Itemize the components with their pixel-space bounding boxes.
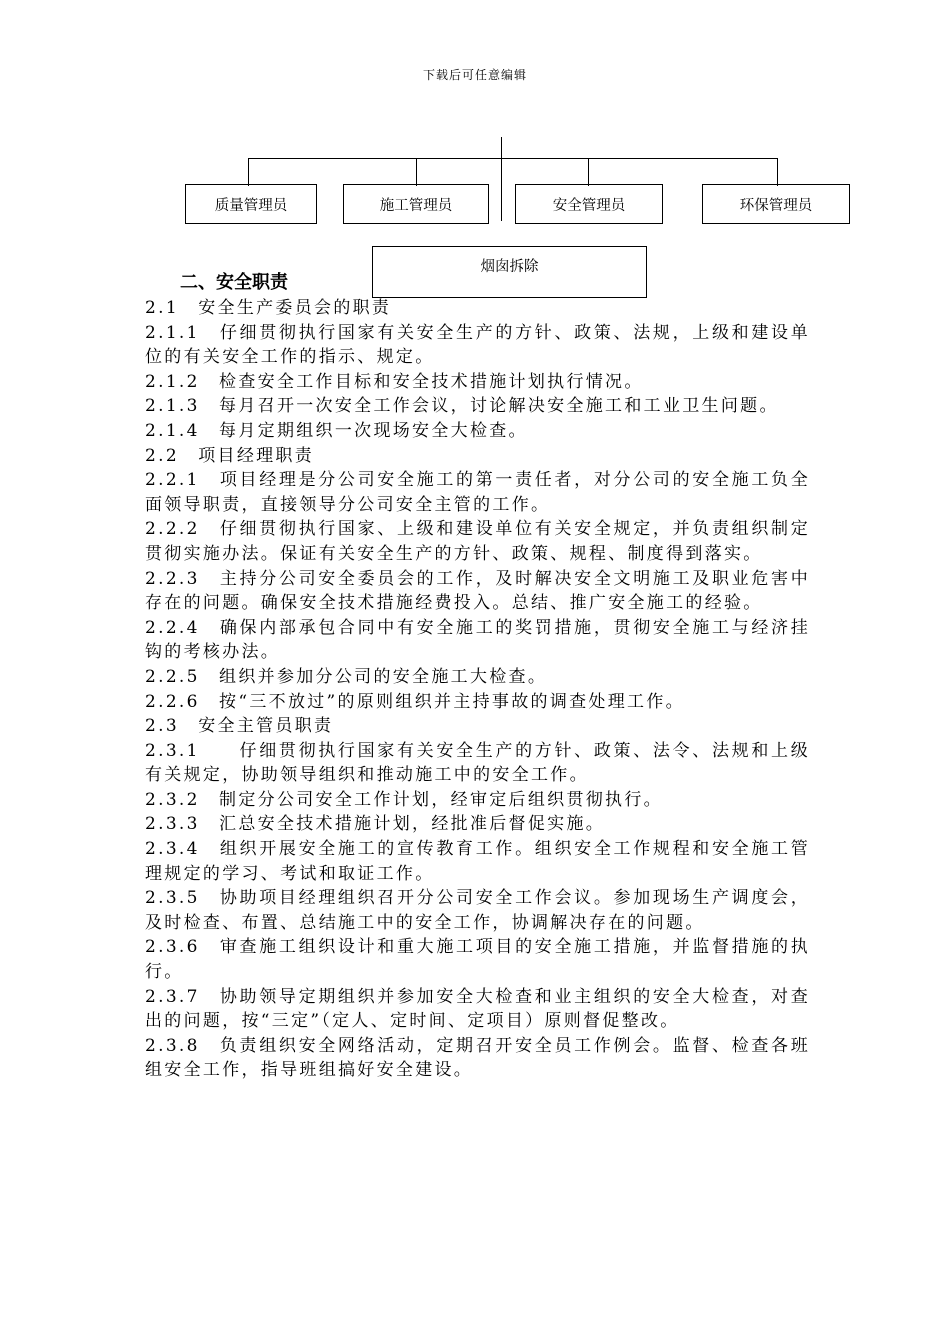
paragraph: 2.3.7 协助领导定期组织并参加安全大检查和业主组织的安全大检查，对查出的问题，按“三定”（定人、定时间、定项目）原则督促整改。	[145, 986, 810, 1032]
org-box-label: 施工管理员	[379, 197, 453, 214]
paragraph: 2.2.4 确保内部承包合同中有安全施工的奖罚措施，贯彻安全施工与经济挂钩的考核办法。	[145, 617, 810, 663]
paragraph: 2.2.3 主持分公司安全委员会的工作，及时解决安全文明施工及职业危害中存在的问题。确保安全技术措施经费投入。总结、推广安全施工的经验。	[145, 568, 810, 614]
paragraph: 2.2.2 仔细贯彻执行国家、上级和建设单位有关安全规定，并负责组织制定贯彻实施办法。保证有关安全生产的方针、政策、规程、制度得到落实。	[145, 519, 810, 564]
paragraph: 2.1.4 每月定期组织一次现场安全大检查。	[145, 420, 528, 441]
paragraph: 2.3.5 协助项目经理组织召开分公司安全工作会议。参加现场生产调度会，及时检查、布置、总结施工中的安全工作，协调解决存在的问题。	[145, 888, 810, 933]
document-body	[145, 270, 810, 1083]
paragraph: 2.3 安全主管员职责	[145, 716, 334, 737]
org-drop-line	[248, 158, 249, 186]
page-header: 下载后可任意编辑	[422, 68, 527, 82]
org-box-quality	[185, 184, 317, 224]
org-box-label: 环保管理员	[739, 197, 813, 214]
paragraph: 2.3.1 仔细贯彻执行国家有关安全生产的方针、政策、法令、法规和上级有关规定，协助领导组织和推动施工中的安全工作。	[145, 740, 810, 786]
paragraph: 2.1.2 检查安全工作目标和安全技术措施计划执行情况。	[145, 371, 644, 392]
paragraph: 2.3.3 汇总安全技术措施计划，经批准后督促实施。	[145, 814, 606, 835]
org-box-label: 安全管理员	[552, 197, 626, 214]
paragraph: 2.2.6 按“三不放过”的原则组织并主持事故的调查处理工作。	[145, 691, 685, 712]
paragraph: 2.2 项目经理职责	[145, 445, 315, 466]
org-connector-line	[248, 158, 778, 159]
paragraph: 2.1.3 每月召开一次安全工作会议，讨论解决安全施工和工业卫生问题。	[145, 396, 779, 417]
org-drop-line	[416, 158, 417, 186]
paragraph: 2.2.1 项目经理是分公司安全施工的第一责任者，对分公司的安全施工负全面领导职责，直接领导分公司安全主管的工作。	[145, 470, 810, 515]
org-box-construction	[343, 184, 489, 224]
org-drop-line	[777, 158, 778, 186]
paragraph: 2.3.8 负责组织安全网络活动，定期召开安全员工作例会。监督、检查各班组安全工作，指导班组搞好安全建设。	[145, 1035, 810, 1081]
org-trunk-line	[501, 137, 502, 221]
org-drop-line	[588, 158, 589, 186]
paragraph: 2.3.4 组织开展安全施工的宣传教育工作。组织安全工作规程和安全施工管理规定的学习、考试和取证工作。	[145, 839, 810, 884]
paragraph-list	[145, 296, 810, 1083]
section-title: 二、安全职责	[180, 272, 288, 293]
org-box-label: 质量管理员	[214, 197, 288, 214]
org-box-environment	[702, 184, 850, 224]
paragraph: 2.3.6 审查施工组织设计和重大施工项目的安全施工措施，并监督措施的执行。	[145, 937, 810, 983]
paragraph: 2.1.1 仔细贯彻执行国家有关安全生产的方针、政策、法规，上级和建设单位的有关安全工作的指示、规定。	[145, 322, 810, 368]
org-box-safety	[515, 184, 663, 224]
org-box-label: 烟囱拆除	[480, 259, 539, 275]
org-chart	[0, 0, 950, 300]
paragraph: 2.3.2 制定分公司安全工作计划，经审定后组织贯彻执行。	[145, 789, 663, 810]
paragraph: 2.1 安全生产委员会的职责	[145, 298, 392, 318]
paragraph: 2.2.5 组织并参加分公司的安全施工大检查。	[145, 666, 548, 687]
